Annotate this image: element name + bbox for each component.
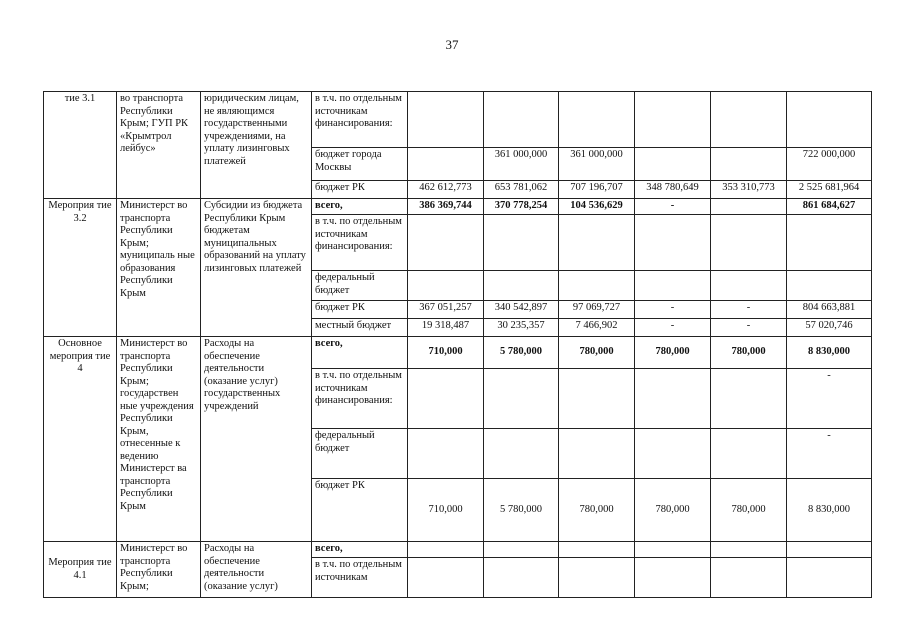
value-cell: 361 000,000: [559, 148, 635, 181]
value-cell: 462 612,773: [408, 181, 484, 199]
description-cell: Расходы на обеспечение деятельности (оказание услуг) государственных учреждений: [201, 337, 312, 542]
executor-cell: во транспорта Республики Крым; ГУП РК «Крымтрол лейбус»: [117, 92, 201, 199]
value-cell: 2 525 681,964: [787, 181, 872, 199]
value-cell: [711, 148, 787, 181]
measure-number-cell: Мероприя тие 3.2: [44, 199, 117, 337]
total-value-cell: 780,000: [559, 337, 635, 369]
total-value-cell: 780,000: [711, 337, 787, 369]
value-cell: [635, 148, 711, 181]
value-cell: 340 542,897: [484, 301, 559, 319]
budget-table: [43, 91, 872, 598]
value-cell: -: [635, 301, 711, 319]
source-label-cell: бюджет РК: [312, 479, 408, 542]
executor-cell: Министерст во транспорта Республики Крым; муниципаль ные образования Республики Крым: [117, 199, 201, 337]
value-cell: 5 780,000: [484, 479, 559, 542]
source-label-cell: в т.ч. по отдельным источникам финансирования:: [312, 92, 408, 148]
value-cell: 30 235,357: [484, 319, 559, 337]
value-cell: -: [787, 429, 872, 479]
value-cell: -: [711, 301, 787, 319]
measure-number-cell: Основное мероприя тие 4: [44, 337, 117, 542]
measure-number-cell: тие 3.1: [44, 92, 117, 199]
table-row: [44, 337, 872, 369]
value-cell: 710,000: [408, 479, 484, 542]
total-label-cell: всего,: [312, 542, 408, 558]
total-value-cell: 780,000: [635, 337, 711, 369]
page-number: 37: [445, 37, 459, 52]
source-label-cell: бюджет РК: [312, 181, 408, 199]
total-value-cell: 386 369,744: [408, 199, 484, 215]
value-cell: 7 466,902: [559, 319, 635, 337]
table-row: [44, 542, 872, 558]
value-cell: 8 830,000: [787, 479, 872, 542]
source-label-cell: в т.ч. по отдельным источникам финансирования:: [312, 215, 408, 271]
value-cell: 780,000: [711, 479, 787, 542]
measure-number-cell: Мероприя тие 4.1: [44, 542, 117, 598]
source-label-cell: федеральный бюджет: [312, 271, 408, 301]
description-cell: Субсидии из бюджета Республики Крым бюджетам муниципальных образований на уплату лизинговых платежей: [201, 199, 312, 337]
value-cell: -: [711, 319, 787, 337]
value-cell: 348 780,649: [635, 181, 711, 199]
source-label-cell: бюджет РК: [312, 301, 408, 319]
value-cell: 367 051,257: [408, 301, 484, 319]
value-cell: -: [787, 369, 872, 429]
value-cell: 353 310,773: [711, 181, 787, 199]
total-value-cell: 5 780,000: [484, 337, 559, 369]
source-label-cell: федеральный бюджет: [312, 429, 408, 479]
value-cell: 653 781,062: [484, 181, 559, 199]
value-cell: 19 318,487: [408, 319, 484, 337]
value-cell: 57 020,746: [787, 319, 872, 337]
table-row: [44, 92, 872, 148]
value-cell: 804 663,881: [787, 301, 872, 319]
total-value-cell: 8 830,000: [787, 337, 872, 369]
description-cell: Расходы на обеспечение деятельности (оказание услуг): [201, 542, 312, 598]
description-cell: юридическим лицам, не являющимся государственными учреждениями, на уплату лизинговых платежей: [201, 92, 312, 199]
value-cell: 780,000: [635, 479, 711, 542]
value-cell: 722 000,000: [787, 148, 872, 181]
value-cell: 361 000,000: [484, 148, 559, 181]
total-value-cell: 104 536,629: [559, 199, 635, 215]
value-cell: -: [635, 319, 711, 337]
source-label-cell: бюджет города Москвы: [312, 148, 408, 181]
source-label-cell: местный бюджет: [312, 319, 408, 337]
total-label-cell: всего,: [312, 199, 408, 215]
total-value-cell: -: [635, 199, 711, 215]
value-cell: [408, 148, 484, 181]
total-value-cell: 710,000: [408, 337, 484, 369]
source-label-cell: в т.ч. по отдельным источникам финансирования:: [312, 369, 408, 429]
total-label-cell: всего,: [312, 337, 408, 369]
total-value-cell: [711, 199, 787, 215]
value-cell: 780,000: [559, 479, 635, 542]
executor-cell: Министерст во транспорта Республики Крым; государствен ные учреждения Республики Крым, отнесенные к ведению Министерст ва транспорта Республики Крым: [117, 337, 201, 542]
table-row: [44, 199, 872, 215]
executor-cell: Министерст во транспорта Республики Крым;: [117, 542, 201, 598]
value-cell: 707 196,707: [559, 181, 635, 199]
source-label-cell: в т.ч. по отдельным источникам: [312, 558, 408, 598]
total-value-cell: 861 684,627: [787, 199, 872, 215]
value-cell: 97 069,727: [559, 301, 635, 319]
total-value-cell: 370 778,254: [484, 199, 559, 215]
